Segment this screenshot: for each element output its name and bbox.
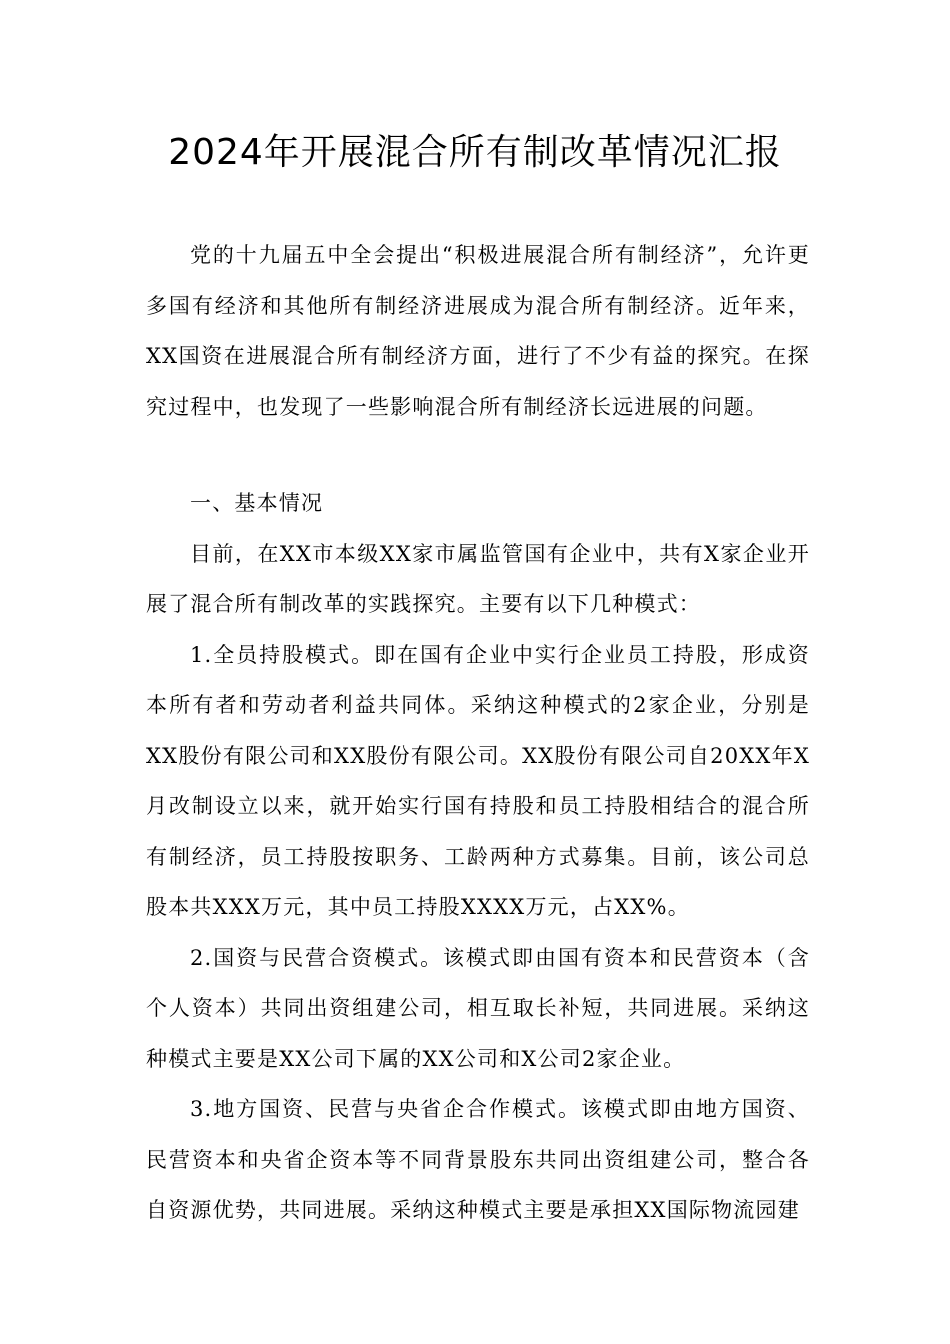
list-item-2: 2.国资与民营合资模式。该模式即由国有资本和民营资本（含个人资本）共同出资组建公司，相互取长补短，共同进展。采纳这种模式主要是XX公司下属的XX公司和X公司2家企业。	[146, 945, 810, 1071]
list-item-1: 1.全员持股模式。即在国有企业中实行企业员工持股，形成资本所有者和劳动者利益共同体。采纳这种模式的2家企业，分别是XX股份有限公司和XX股份有限公司。XX股份有限公司自20XX年X月改制设立以来，就开始实行国有持股和员工持股相结合的混合所有制经济，员工持股按职务、工龄两种方式募集。目前，该公司总股本共XXX万元，其中员工持股XXXX万元，占XX%。	[146, 642, 810, 919]
list-item-3: 3.地方国资、民营与央省企合作模式。该模式即由地方国资、民营资本和央省企资本等不同背景股东共同出资组建公司，整合各自资源优势，共同进展。采纳这种模式主要是承担XX国际物流园建	[146, 1097, 810, 1222]
intro-section	[146, 230, 810, 432]
document-title: 2024年开展混合所有制改革情况汇报	[168, 132, 782, 173]
section-heading: 一、基本情况	[190, 491, 324, 515]
intro-paragraph: 党的十九届五中全会提出“积极进展混合所有制经济”，允许更多国有经济和其他所有制经济进展成为混合所有制经济。近年来，XX国资在进展混合所有制经济方面，进行了不少有益的探究。在探究过程中，也发现了一些影响混合所有制经济长远进展的问题。	[146, 243, 810, 419]
section-paragraph: 目前，在XX市本级XX家市属监管国有企业中，共有X家企业开展了混合所有制改革的实践探究。主要有以下几种模式：	[146, 541, 810, 616]
section-basic-situation	[146, 478, 810, 1236]
